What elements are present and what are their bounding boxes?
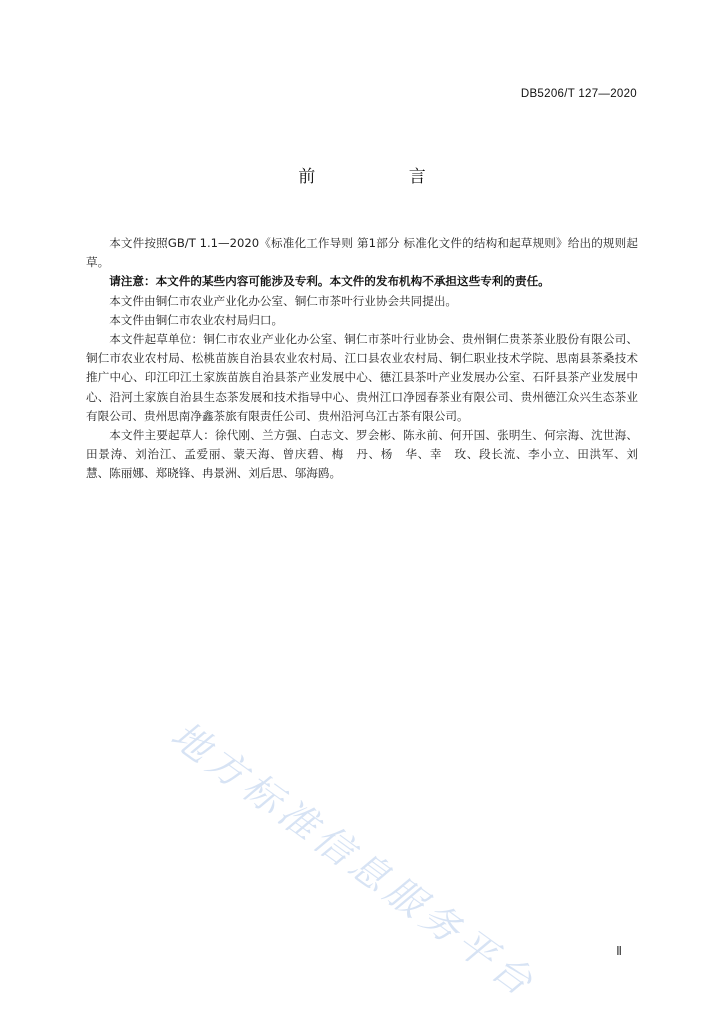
section-title: 前 言 xyxy=(298,167,470,187)
patent-notice: 请注意：本文件的某些内容可能涉及专利。本文件的发布机构不承担这些专利的责任。 xyxy=(109,274,550,289)
page-number: Ⅱ xyxy=(616,944,622,958)
drafting-units-paragraph: 本文件起草单位：铜仁市农业产业化办公室、铜仁市茶叶行业协会、贵州铜仁贵茶茶业股份有限公司、铜仁市农业农村局、松桃苗族自治县农业农村局、江口县农业农村局、铜仁职业技术学院、思南县茶桑技术推广中心、印江印江土家族苗族自治县茶产业发展中心、德江县茶叶产业发展办公室、石阡县茶产业发展中心、沿河土家族自治县生态茶发展和技术指导中心、贵州江口净园春茶业有限公司、贵州德江众兴生态茶业有限公司、贵州思南净鑫茶旅有限责任公司、贵州沿河乌江古茶有限公司。 xyxy=(86,332,638,423)
foreword-body xyxy=(86,234,650,484)
document-code: DB5206/T 127—2020 xyxy=(520,88,637,100)
centralized-management-paragraph: 本文件由铜仁市农业农村局归口。 xyxy=(109,312,284,327)
watermark-text: 地方标准信息服务平台 xyxy=(163,712,545,1007)
main-drafters-paragraph: 本文件主要起草人：徐代刚、兰方强、白志文、罗会彬、陈永前、何开国、张明生、何宗海、沈世海、田景涛、刘治江、孟爱丽、蒙天海、曾庆碧、梅 丹、杨 华、幸 玫、段长流、李小立、田洪军、刘 慧、陈丽娜、郑晓锋、冉景洲、刘后思、邬海鸥。 xyxy=(86,428,650,481)
drafting-rules-paragraph: 本文件按照GB/T 1.1—2020《标准化工作导则 第1部分 标准化文件的结构和起草规则》给出的规则起草。 xyxy=(86,236,638,270)
proposer-paragraph: 本文件由铜仁市农业产业化办公室、铜仁市茶叶行业协会共同提出。 xyxy=(109,293,458,308)
